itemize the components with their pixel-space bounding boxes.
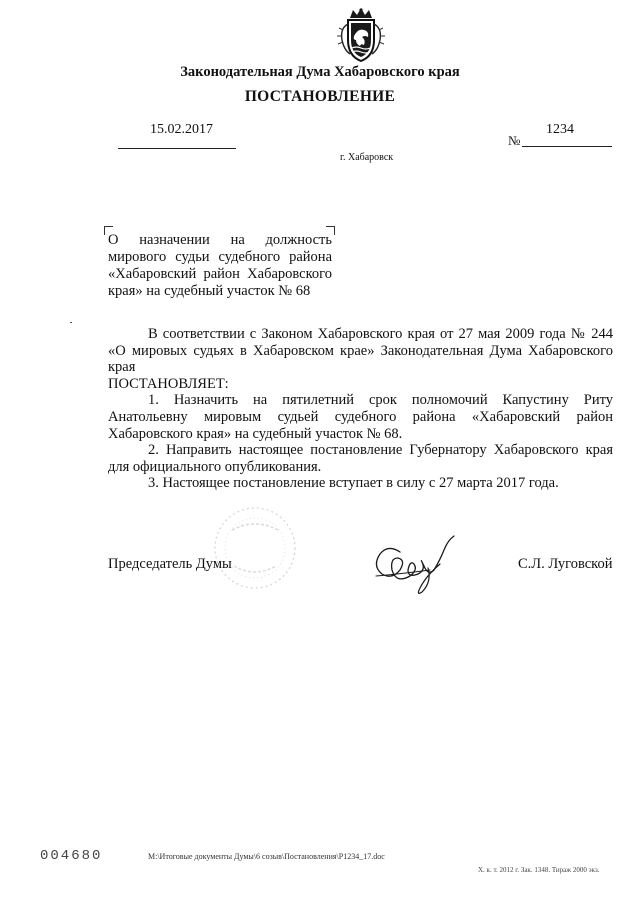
city-label: г. Хабаровск [340, 152, 394, 163]
document-type-title: ПОСТАНОВЛЕНИЕ [244, 88, 396, 105]
file-path: M:\Итоговые документы Думы\6 созыв\Постановления\P1234_17.doc [148, 852, 385, 861]
number-underline [522, 146, 612, 147]
organization-name: Законодательная Дума Хабаровского края [180, 64, 460, 80]
faded-seal-stamp [210, 500, 300, 596]
resolution-item: 2. Направить настоящее постановление Губернатору Хабаровского края для официального опубликования. [108, 442, 613, 475]
subject-line: «Хабаровский район Хабаровского [108, 266, 332, 282]
document-body [108, 326, 613, 492]
number-label: № [508, 133, 521, 148]
document-subject [108, 232, 332, 300]
document-date: 15.02.2017 [150, 122, 213, 137]
document-number: 1234 [546, 122, 574, 137]
coat-of-arms-emblem [334, 6, 388, 64]
preamble-paragraph: В соответствии с Законом Хабаровского края от 27 мая 2009 года № 244 «О мировых судьях в Хабаровском крае» Законодательная Дума Хабаровского края [108, 326, 613, 376]
document-code: 004680 [40, 848, 103, 864]
signatory-title: Председатель Думы [108, 556, 232, 572]
subject-line: края» на судебный участок № 68 [108, 283, 311, 299]
print-info: Х. к. т. 2012 г. Зак. 1348. Тираж 2000 экз. [478, 866, 600, 874]
subject-line: мирового судьи судебного района [108, 249, 332, 265]
signatory-name: С.Л. Луговской [518, 556, 613, 572]
resolution-item: 1. Назначить на пятилетний срок полномочий Капустину Риту Анатольевну мировым судьей судебного района «Хабаровский район Хабаровского края» на судебный участок № 68. [108, 392, 613, 442]
subject-line: О назначении на должность [108, 232, 332, 248]
resolves-heading: ПОСТАНОВЛЯЕТ: [108, 375, 229, 392]
scan-speck [70, 322, 72, 323]
handwritten-signature [370, 530, 466, 600]
resolution-item: 3. Настоящее постановление вступает в силу с 27 марта 2017 года. [148, 475, 559, 492]
date-underline [118, 148, 236, 149]
